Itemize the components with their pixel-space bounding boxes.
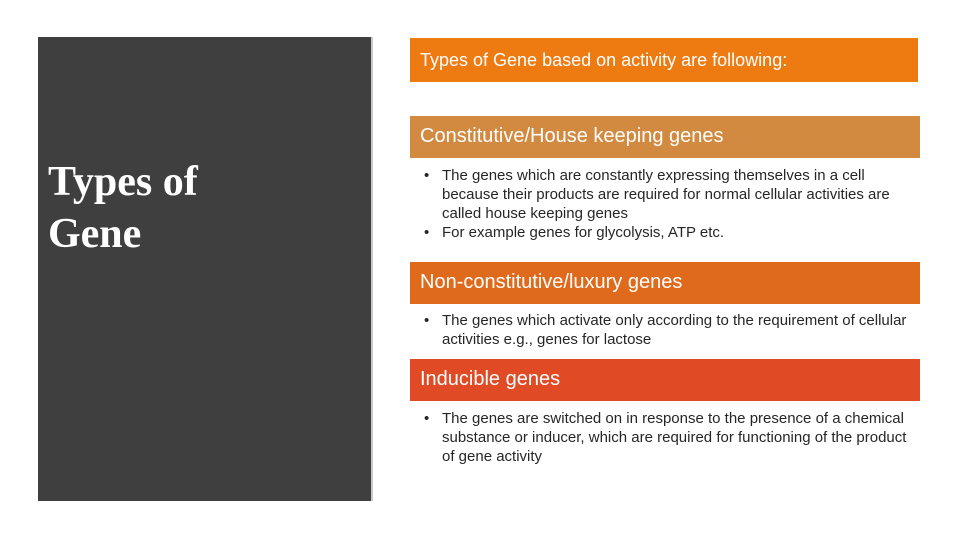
bullet-icon: • <box>424 167 430 184</box>
slide-title-line-2: Gene <box>48 211 142 257</box>
list-item <box>420 223 910 242</box>
section-heading-inducible: Inducible genes <box>410 359 920 401</box>
bullet-list-constitutive <box>420 166 910 242</box>
bullet-text: The genes are switched on in response to the presence of a chemical substance or inducer, which are required for functioning of the product of gene activity <box>442 410 907 465</box>
section-heading-constitutive: Constitutive/House keeping genes <box>410 116 920 158</box>
slide-title <box>48 156 318 260</box>
left-dark-panel <box>38 37 373 501</box>
bullet-list-inducible <box>420 409 910 466</box>
bullet-list-non-constitutive <box>420 311 910 349</box>
bullet-text: For example genes for glycolysis, ATP etc. <box>442 224 725 241</box>
bullet-icon: • <box>424 410 430 427</box>
list-item <box>420 166 910 223</box>
list-item <box>420 409 910 466</box>
bullet-text: The genes which are constantly expressing themselves in a cell because their products are required for normal cellular activities are called house keeping genes <box>442 167 890 222</box>
bullet-icon: • <box>424 312 430 329</box>
bullet-text: The genes which activate only according to the requirement of cellular activities e.g., genes for lactose <box>442 312 907 348</box>
header-banner: Types of Gene based on activity are following: <box>410 38 918 82</box>
bullet-icon: • <box>424 224 430 241</box>
slide-title-line-1: Types of <box>48 159 198 205</box>
section-heading-non-constitutive: Non-constitutive/luxury genes <box>410 262 920 304</box>
list-item <box>420 311 910 349</box>
